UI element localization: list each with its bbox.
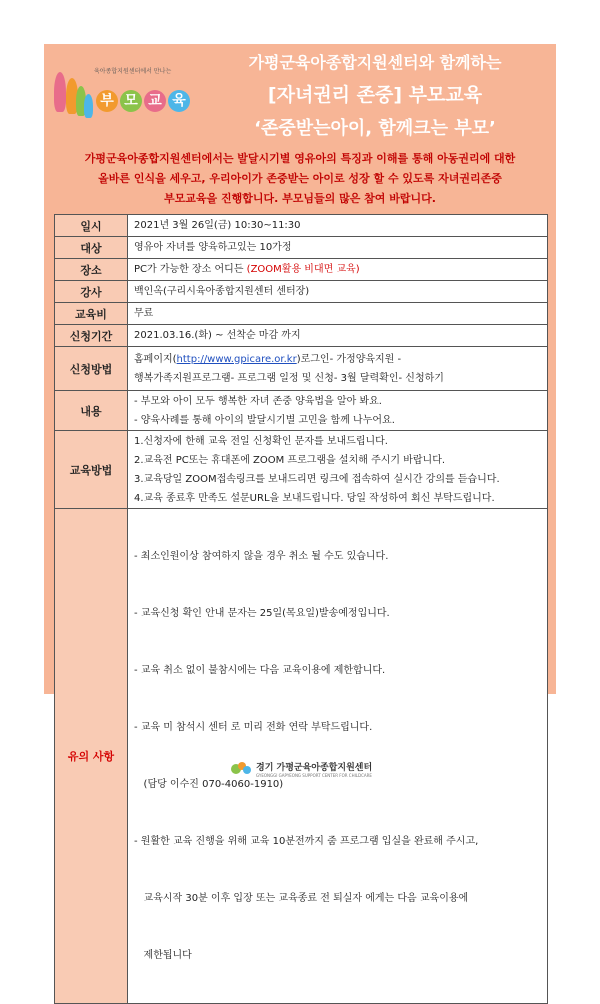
center-name: 경기 가평군육아종합지원센터 [256, 763, 373, 773]
notes-line: - 원활한 교육 진행을 위해 교육 10분전까지 줌 프로그램 입실을 완료해 주시고, [134, 836, 479, 847]
value-period: 2021.03.16.(화) ~ 선착순 마감 까지 [128, 325, 548, 347]
value-edu-method [128, 431, 548, 509]
notes-line: 교육시작 30분 이후 입장 또는 교육종료 전 퇴실자 에게는 다음 교육이용에 [134, 893, 469, 904]
notes-line: - 교육신청 확인 안내 문자는 25일(목요일)발송예정입니다. [134, 608, 390, 619]
value-target: 영유아 자녀를 양육하고있는 10가정 [128, 237, 548, 259]
value-lecturer: 백인옥(구리시육아종합지원센터 센터장) [128, 281, 548, 303]
row-method [55, 347, 548, 391]
header-title: [자녀권리 존중] 부모교육 [267, 84, 483, 106]
notes-line: - 교육 미 참석시 센터 로 미리 전화 연락 부탁드립니다. [134, 722, 373, 733]
label-place: 장소 [55, 259, 128, 281]
method-line-1 [134, 350, 541, 369]
notes-line: (담당 이수진 070-4060-1910) [134, 779, 284, 790]
row-target [55, 237, 548, 259]
place-text: PC가 가능한 장소 어디든 [134, 264, 247, 275]
label-notes: 유의 사항 [55, 509, 128, 1004]
logo-char: 모 [120, 90, 142, 112]
row-fee [55, 303, 548, 325]
row-edu-method [55, 431, 548, 509]
logo-tagline: 육아종합지원센터에서 만나는 [94, 68, 172, 75]
place-highlight: (ZOOM활용 비대면 교육) [246, 264, 360, 275]
parent-education-logo [52, 64, 202, 130]
row-notes [55, 509, 548, 1004]
notes-line: 제한됩니다 [134, 950, 192, 961]
label-period: 신청기간 [55, 325, 128, 347]
label-fee: 교육비 [55, 303, 128, 325]
intro-line: 가평군육아종합지원센터에서는 발달시기별 영유아의 특징과 이해를 통해 아동권리에 대한 [84, 152, 516, 165]
edu-method-line: 1.신청자에 한해 교육 전일 신청확인 문자를 보내드립니다. [134, 435, 388, 447]
center-logo-icon [230, 760, 252, 778]
logo-word [96, 90, 190, 112]
label-method: 신청방법 [55, 347, 128, 391]
intro-line: 올바른 인식을 세우고, 우리아이가 존중받는 아이로 성장 할 수 있도록 자녀권리존중 [98, 172, 502, 185]
intro-text [48, 149, 552, 209]
value-content [128, 391, 548, 431]
value-method [128, 347, 548, 391]
row-place [55, 259, 548, 281]
label-date: 일시 [55, 215, 128, 237]
row-lecturer [55, 281, 548, 303]
label-content: 내용 [55, 391, 128, 431]
method-text: 홈페이지( [134, 353, 177, 365]
content-line: - 부모와 아이 모두 행복한 자녀 존중 양육법을 알아 봐요. [134, 395, 382, 407]
footer [230, 760, 372, 778]
method-text: )로그인- 가정양육지원 - [296, 353, 402, 365]
logo-char: 육 [168, 90, 190, 112]
center-name-en: GYEONGGI GAPYEONG SUPPORT CENTER FOR CHILDCARE [256, 773, 372, 778]
logo-char: 교 [144, 90, 166, 112]
row-content [55, 391, 548, 431]
label-lecturer: 강사 [55, 281, 128, 303]
value-place [128, 259, 548, 281]
edu-method-line: 3.교육당일 ZOOM접속링크를 보내드리면 링크에 접속하여 실시간 강의를 듣습니다. [134, 473, 500, 485]
header-line-1: 가평군육아종합지원센터와 함께하는 [248, 53, 502, 72]
notes-line: - 교육 취소 없이 불참시에는 다음 교육이용에 제한합니다. [134, 665, 386, 676]
edu-method-line: 2.교육전 PC또는 휴대폰에 ZOOM 프로그램을 설치해 주시기 바랍니다. [134, 454, 446, 466]
header-slogan: ‘존중받는아이, 함께크는 부모’ [254, 118, 496, 139]
method-line-2: 행복가족지원프로그램- 프로그램 일정 및 신청- 3월 달력확인- 신청하기 [134, 372, 444, 384]
label-target: 대상 [55, 237, 128, 259]
notes-line: - 최소인원이상 참여하지 않을 경우 취소 될 수도 있습니다. [134, 551, 389, 562]
label-edu-method: 교육방법 [55, 431, 128, 509]
edu-method-line: 4.교육 종료후 만족도 설문URL을 보내드립니다. 당일 작성하여 회신 부탁드립니다. [134, 492, 495, 504]
row-period [55, 325, 548, 347]
value-date: 2021년 3월 26일(금) 10:30~11:30 [128, 215, 548, 237]
intro-line: 부모교육을 진행합니다. 부모님들의 많은 참여 바랍니다. [164, 192, 436, 205]
homepage-link[interactable]: http://www.gpicare.or.kr [176, 353, 297, 365]
value-fee: 무료 [128, 303, 548, 325]
logo-char: 부 [96, 90, 118, 112]
content-line: - 양육사례를 통해 아이의 발달시기별 고민을 함께 나누어요. [134, 414, 395, 426]
value-notes [128, 509, 548, 1004]
row-date [55, 215, 548, 237]
info-table [54, 214, 548, 1004]
